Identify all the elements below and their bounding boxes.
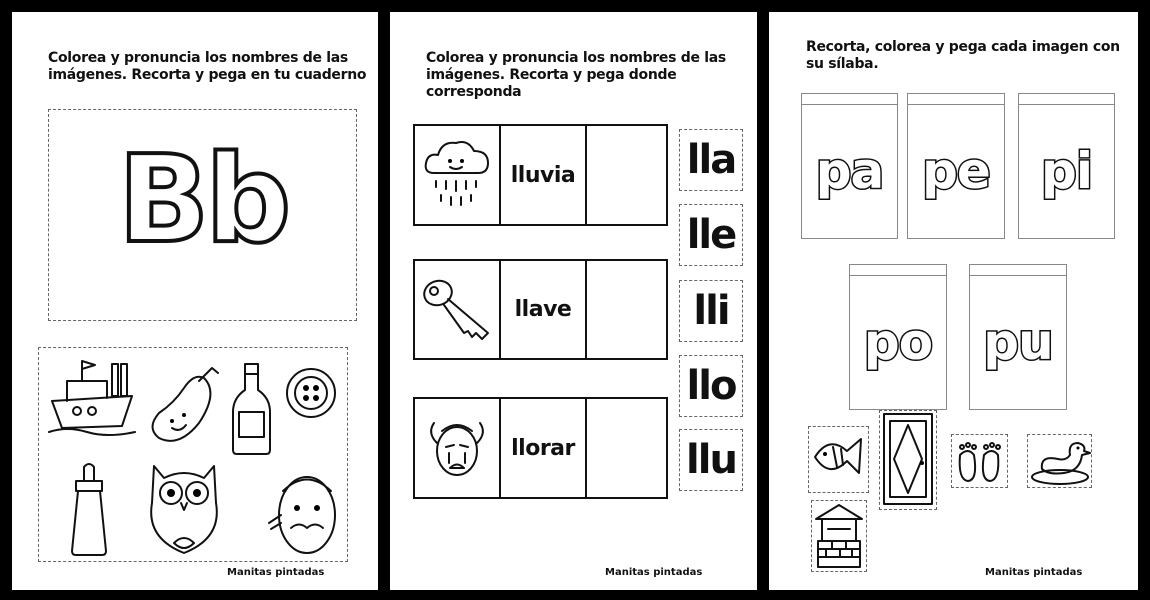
syllable-label: llo bbox=[686, 363, 736, 409]
pocket-label bbox=[970, 275, 1066, 409]
duck-icon bbox=[1028, 435, 1091, 487]
word-row-3 bbox=[413, 397, 668, 499]
paste-cell bbox=[587, 126, 666, 224]
syllable-card-llo[interactable] bbox=[679, 355, 743, 417]
owl-icon bbox=[144, 458, 224, 558]
picture-cell bbox=[415, 126, 501, 224]
mustache-face-icon bbox=[267, 463, 342, 558]
pictures-box bbox=[38, 347, 348, 562]
instruction-line-2: imágenes. Recorta y pega donde bbox=[426, 67, 677, 83]
paste-cell bbox=[587, 261, 666, 358]
word-cell bbox=[501, 261, 587, 358]
syllable-pocket-po bbox=[849, 264, 947, 410]
syllable-card-lle[interactable] bbox=[679, 204, 743, 266]
instruction-line-1: Recorta, colorea y pega cada imagen con bbox=[806, 39, 1120, 55]
syllable-card-llu[interactable] bbox=[679, 429, 743, 491]
syllable-label: pa bbox=[815, 142, 884, 200]
pocket-label bbox=[802, 104, 897, 238]
instruction-line-1: Colorea y pronuncia los nombres de las bbox=[48, 50, 348, 66]
syllable-label: pi bbox=[1041, 142, 1092, 200]
syllable-label: llu bbox=[686, 437, 736, 483]
instruction-line-2: su sílaba. bbox=[806, 56, 879, 72]
worksheet-page-1 bbox=[12, 12, 378, 590]
cutout-door[interactable] bbox=[879, 410, 937, 510]
cutout-fish[interactable] bbox=[808, 426, 869, 493]
fish-icon bbox=[809, 427, 867, 489]
paste-cell bbox=[587, 399, 666, 497]
syllable-pocket-pe bbox=[907, 93, 1005, 239]
word-cell bbox=[501, 399, 587, 497]
pocket-label bbox=[908, 104, 1004, 238]
baby-bottle-icon bbox=[64, 463, 114, 558]
worksheet-page-2 bbox=[390, 12, 757, 590]
worksheet-page-3 bbox=[769, 12, 1138, 590]
word-label: lluvia bbox=[510, 162, 576, 188]
syllable-label: lla bbox=[686, 137, 736, 183]
syllable-pocket-pi bbox=[1018, 93, 1115, 239]
crying-face-icon bbox=[422, 413, 492, 483]
syllable-label: po bbox=[863, 313, 933, 371]
footer-credit: Manitas pintadas bbox=[605, 567, 703, 578]
bottle-icon bbox=[229, 362, 274, 457]
boat-icon bbox=[47, 356, 137, 436]
syllable-label: pe bbox=[922, 142, 990, 200]
door-icon bbox=[880, 411, 936, 507]
tracing-letters: Bb bbox=[117, 131, 288, 270]
well-icon bbox=[812, 501, 866, 571]
syllable-label: pu bbox=[983, 313, 1053, 371]
picture-cell bbox=[415, 399, 501, 497]
footer-credit: Manitas pintadas bbox=[227, 567, 325, 578]
button-icon bbox=[284, 366, 339, 421]
footer-credit: Manitas pintadas bbox=[985, 567, 1083, 578]
instruction-text bbox=[426, 50, 726, 101]
syllable-label: lli bbox=[693, 288, 729, 334]
instruction-text bbox=[48, 50, 366, 84]
syllable-card-lla[interactable] bbox=[679, 129, 743, 191]
letter-tracing-box bbox=[48, 109, 357, 321]
syllable-pocket-pa bbox=[801, 93, 898, 239]
word-label: llave bbox=[514, 297, 572, 322]
word-label: llorar bbox=[511, 435, 575, 461]
syllable-pocket-pu bbox=[969, 264, 1067, 410]
pocket-label bbox=[1019, 104, 1114, 238]
syllable-label: lle bbox=[686, 212, 736, 258]
instruction-line-3: corresponda bbox=[426, 84, 522, 100]
cutout-well[interactable] bbox=[811, 500, 867, 572]
instruction-line-2: imágenes. Recorta y pega en tu cuaderno bbox=[48, 67, 367, 83]
pocket-label bbox=[850, 275, 946, 409]
word-row-2 bbox=[413, 259, 668, 360]
key-icon bbox=[420, 275, 495, 345]
feet-icon bbox=[952, 435, 1007, 487]
picture-cell bbox=[415, 261, 501, 358]
rain-cloud-icon bbox=[422, 135, 492, 215]
instruction-line-1: Colorea y pronuncia los nombres de las bbox=[426, 50, 726, 66]
syllable-card-lli[interactable] bbox=[679, 280, 743, 342]
eggplant-icon bbox=[144, 363, 224, 448]
cutout-duck[interactable] bbox=[1027, 434, 1092, 488]
instruction-text bbox=[806, 39, 1120, 73]
word-row-1 bbox=[413, 124, 668, 226]
cutout-feet[interactable] bbox=[951, 434, 1008, 488]
word-cell bbox=[501, 126, 587, 224]
